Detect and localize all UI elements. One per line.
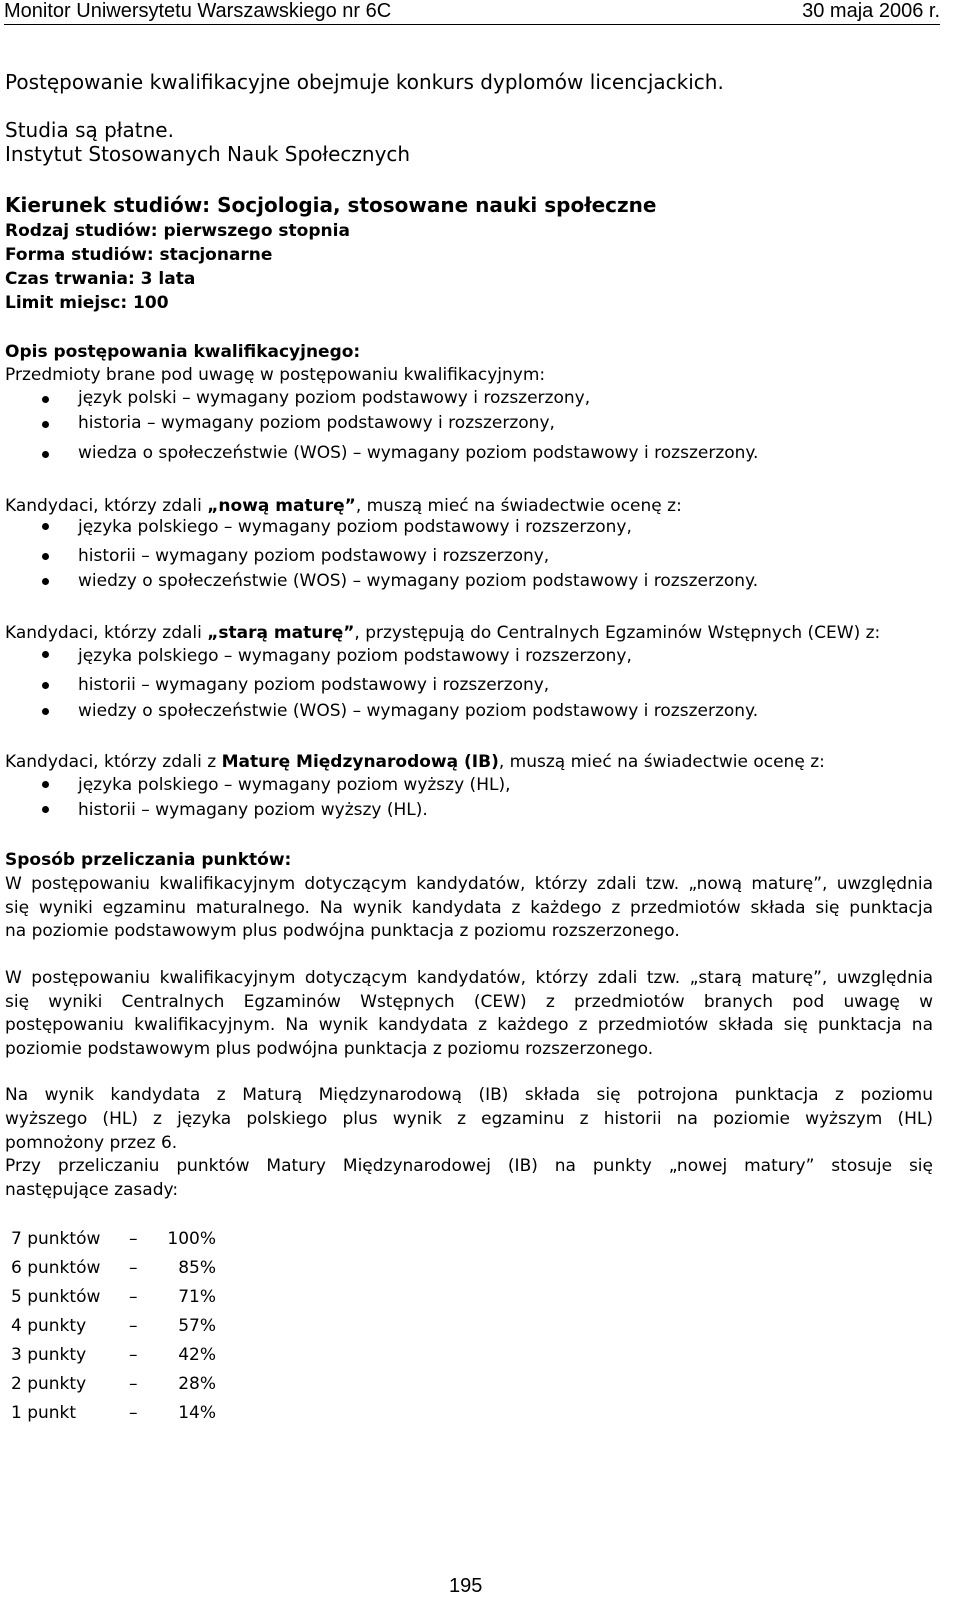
program-duration: Czas trwania: 3 lata bbox=[5, 269, 196, 289]
paragraph-line: W postępowaniu kwalifikacyjnym dotyczącym kandydatów, którzy zdali tzw. „nową maturę”, uwzględnia bbox=[5, 874, 933, 894]
subjects-intro: Przedmioty brane pod uwagę w postępowaniu kwalifikacyjnym: bbox=[5, 365, 546, 385]
nowa-matura-intro: Kandydaci, którzy zdali „nową maturę”, muszą mieć na świadectwie ocenę z: bbox=[5, 496, 682, 516]
list-item: wiedza o społeczeństwie (WOS) – wymagany poziom podstawowy i rozszerzony. bbox=[78, 443, 759, 463]
list-item: języka polskiego – wymagany poziom podstawowy i rozszerzony, bbox=[78, 517, 632, 537]
program-field: Kierunek studiów: Socjologia, stosowane nauki społeczne bbox=[5, 193, 657, 217]
list-item: języka polskiego – wymagany poziom wyższy (HL), bbox=[78, 775, 511, 795]
bullet-icon bbox=[42, 451, 49, 458]
table-percent: 71% bbox=[178, 1287, 216, 1307]
bullet-icon bbox=[42, 781, 49, 788]
paragraph-line: W postępowaniu kwalifikacyjnym dotyczącym kandydatów, którzy zdali tzw. „starą maturę”, uwzględnia bbox=[5, 968, 933, 988]
table-points: 6 punktów bbox=[11, 1258, 101, 1278]
table-percent: 85% bbox=[178, 1258, 216, 1278]
section-heading: Opis postępowania kwalifikacyjnego: bbox=[5, 342, 361, 362]
list-item: historii – wymagany poziom wyższy (HL). bbox=[78, 800, 428, 820]
stara-matura-intro: Kandydaci, którzy zdali „starą maturę”, przystępują do Centralnych Egzaminów Wstępnych (CEW) z: bbox=[5, 623, 881, 643]
program-limit: Limit miejsc: 100 bbox=[5, 293, 169, 313]
bullet-icon bbox=[42, 523, 49, 530]
paragraph-line: Na wynik kandydata z Maturą Międzynarodową (IB) składa się potrojona punktacja z poziomu bbox=[5, 1085, 933, 1105]
table-points: 5 punktów bbox=[11, 1287, 101, 1307]
bullet-icon bbox=[42, 553, 49, 560]
table-points: 7 punktów bbox=[11, 1229, 101, 1249]
bullet-icon bbox=[42, 651, 49, 658]
bullet-icon bbox=[42, 708, 49, 715]
table-percent: 57% bbox=[178, 1316, 216, 1336]
bullet-icon bbox=[42, 396, 49, 403]
program-form: Forma studiów: stacjonarne bbox=[5, 245, 273, 265]
institute-name: Instytut Stosowanych Nauk Społecznych bbox=[5, 142, 411, 166]
table-percent: 14% bbox=[178, 1403, 216, 1423]
table-points: 2 punkty bbox=[11, 1374, 87, 1394]
table-points: 1 punkt bbox=[11, 1403, 77, 1423]
table-percent: 28% bbox=[178, 1374, 216, 1394]
paragraph-line: wyższego (HL) z języka polskiego plus wynik z egzaminu z historii na poziomie wyższym (HL) bbox=[5, 1109, 933, 1129]
paragraph-line: następujące zasady: bbox=[5, 1180, 179, 1200]
list-item: historia – wymagany poziom podstawowy i rozszerzony, bbox=[78, 413, 555, 433]
list-item: język polski – wymagany poziom podstawowy i rozszerzony, bbox=[78, 388, 591, 408]
program-type: Rodzaj studiów: pierwszego stopnia bbox=[5, 221, 350, 241]
paragraph-line: pomnożony przez 6. bbox=[5, 1133, 178, 1153]
table-dash: – bbox=[129, 1316, 138, 1336]
list-item: języka polskiego – wymagany poziom podstawowy i rozszerzony, bbox=[78, 646, 632, 666]
table-percent: 100% bbox=[167, 1229, 216, 1249]
table-dash: – bbox=[129, 1345, 138, 1365]
stara-matura-term: „starą maturę” bbox=[207, 623, 355, 643]
paragraph-line: Przy przeliczaniu punktów Matury Międzynarodowej (IB) na punkty „nowej matury” stosuje się bbox=[5, 1156, 933, 1176]
page-header bbox=[4, 0, 940, 25]
list-item: historii – wymagany poziom podstawowy i rozszerzony, bbox=[78, 546, 550, 566]
intro-line-2: Studia są płatne. bbox=[5, 118, 174, 142]
table-dash: – bbox=[129, 1258, 138, 1278]
table-dash: – bbox=[129, 1287, 138, 1307]
paragraph-line: się wyniki Centralnych Egzaminów Wstępnych (CEW) z przedmiotów branych pod uwagę w bbox=[5, 992, 933, 1012]
paragraph-line: postępowaniu kwalifikacyjnym. Na wynik kandydata z każdego z przedmiotów składa się punktacja na bbox=[5, 1015, 933, 1035]
bullet-icon bbox=[42, 421, 49, 428]
publication-title: Monitor Uniwersytetu Warszawskiego nr 6C bbox=[4, 0, 392, 22]
intro-line-1: Postępowanie kwalifikacyjne obejmuje konkurs dyplomów licencjackich. bbox=[5, 70, 724, 94]
list-item: historii – wymagany poziom podstawowy i rozszerzony, bbox=[78, 675, 550, 695]
paragraph-line: się wyniki egzaminu maturalnego. Na wynik kandydata z każdego z przedmiotów składa się punktacja bbox=[5, 898, 933, 918]
table-points: 3 punkty bbox=[11, 1345, 87, 1365]
table-percent: 42% bbox=[178, 1345, 216, 1365]
paragraph-line: na poziomie podstawowym plus podwójna punktacja z poziomu rozszerzonego. bbox=[5, 921, 680, 941]
page-number: 195 bbox=[449, 1575, 483, 1597]
nowa-matura-term: „nową maturę” bbox=[207, 496, 356, 516]
table-dash: – bbox=[129, 1374, 138, 1394]
bullet-icon bbox=[42, 578, 49, 585]
ib-matura-intro: Kandydaci, którzy zdali z Maturę Międzynarodową (IB), muszą mieć na świadectwie ocenę z: bbox=[5, 752, 825, 772]
ib-matura-term: Maturę Międzynarodową (IB) bbox=[221, 752, 499, 772]
bullet-icon bbox=[42, 682, 49, 689]
list-item: wiedzy o społeczeństwie (WOS) – wymagany poziom podstawowy i rozszerzony. bbox=[78, 571, 759, 591]
paragraph-line: poziomie podstawowym plus podwójna punktacja z poziomu rozszerzonego. bbox=[5, 1039, 654, 1059]
table-dash: – bbox=[129, 1403, 138, 1423]
table-dash: – bbox=[129, 1229, 138, 1249]
publication-date: 30 maja 2006 r. bbox=[802, 0, 940, 22]
list-item: wiedzy o społeczeństwie (WOS) – wymagany poziom podstawowy i rozszerzony. bbox=[78, 701, 759, 721]
bullet-icon bbox=[42, 806, 49, 813]
table-points: 4 punkty bbox=[11, 1316, 87, 1336]
section-heading: Sposób przeliczania punktów: bbox=[5, 850, 292, 870]
